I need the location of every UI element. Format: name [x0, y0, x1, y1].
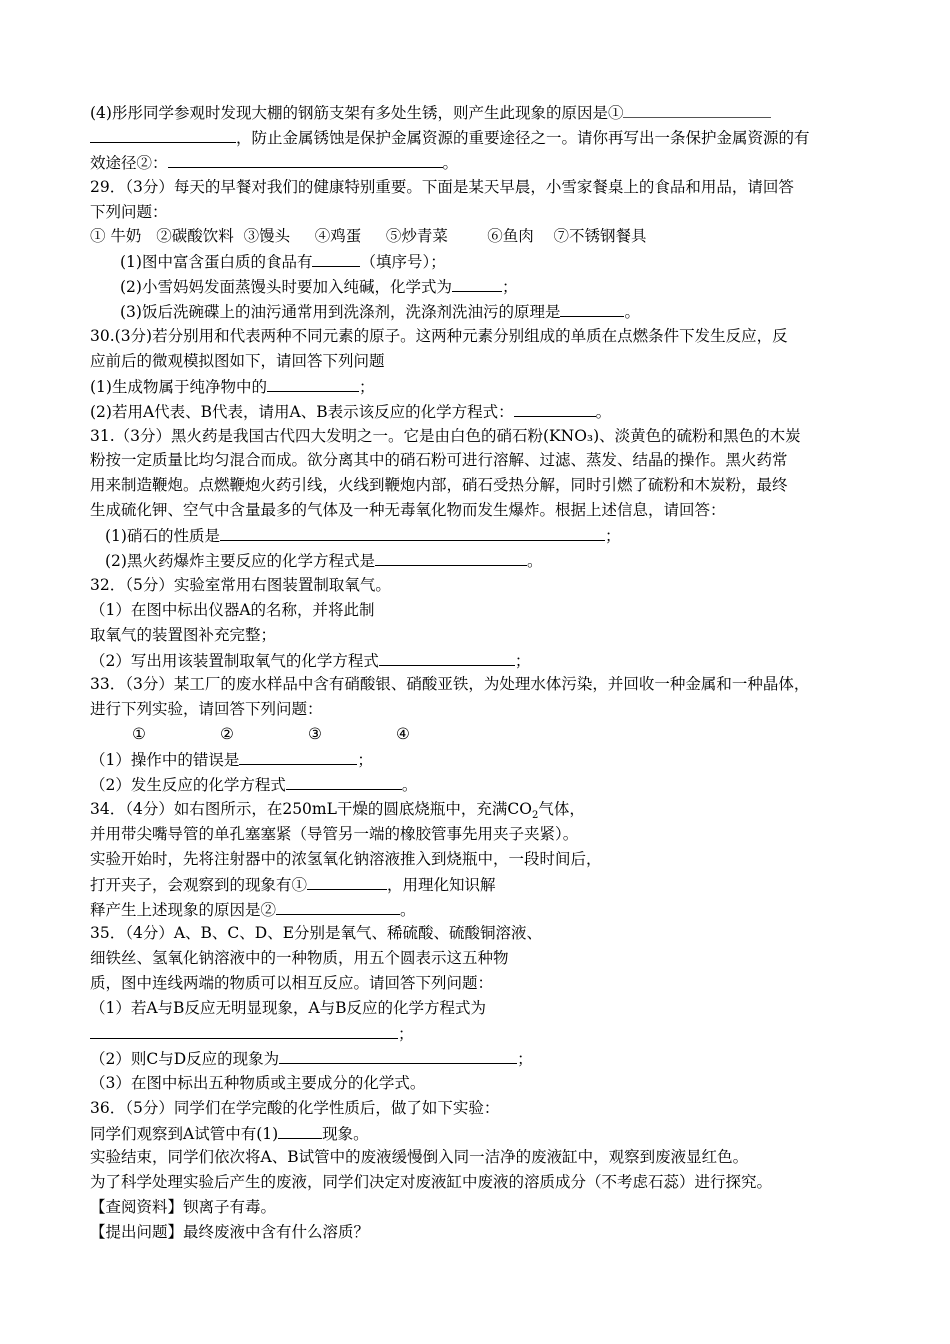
- q29-stem: 29．（3分）每天的早餐对我们的健康特别重要。下面是某天早晨，小雪家餐桌上的食品和用品，请回答: [90, 177, 794, 196]
- q28-part4-line1: [90, 100, 870, 125]
- answer-blank[interactable]: [452, 274, 502, 292]
- text: 。: [401, 776, 418, 795]
- q36-text-2: 为了科学处理实验后产生的废液，同学们决定对废液缸中废液的溶质成分（不考虑石蕊）进行探究。: [90, 1173, 773, 1192]
- text: 。: [442, 153, 459, 172]
- q31-stem-3: 用来制造鞭炮。点燃鞭炮火药引线，火线到鞭炮内部，硝石受热分解，同时引燃了硫粉和木炭粉，最终: [90, 476, 788, 495]
- q30-stem: 30.(3分)若分别用和代表两种不同元素的原子。这两种元素分别组成的单质在点燃条件下发生反应，反: [90, 327, 788, 346]
- text: (1)硝石的性质是: [105, 527, 220, 546]
- q33-stem-2: 进行下列实验，请回答下列问题：: [90, 700, 323, 719]
- answer-blank[interactable]: [279, 1046, 517, 1064]
- q34-part1: [90, 872, 870, 897]
- q29-part2: [90, 274, 870, 299]
- answer-blank[interactable]: [267, 374, 359, 392]
- q36-question: 【提出问题】最终废液中含有什么溶质？: [90, 1223, 370, 1242]
- text: ，防止金属锈蚀是保护金属资源的重要途径之一。请你再写出一条保护金属资源的有: [236, 128, 810, 147]
- text: (2)小雪妈妈发面蒸馒头时要加入纯碱，化学式为: [120, 278, 452, 297]
- q35-stem-1: 35．（4分）A、B、C、D、E分别是氧气、稀硫酸、硫酸铜溶液、: [90, 924, 543, 943]
- q33-stem-1: 33．（3分）某工厂的废水样品中含有硝酸银、硝酸亚铁，为处理水体污染，并回收一种金属和一种晶体，: [90, 675, 810, 694]
- text: (3)饭后洗碗碟上的油污通常用到洗涤剂，洗涤剂洗油污的原理是: [120, 303, 561, 322]
- answer-blank[interactable]: [286, 772, 402, 790]
- text: ；: [517, 1049, 533, 1068]
- text: (1)图中富含蛋白质的食品有: [120, 253, 313, 272]
- answer-blank[interactable]: [623, 100, 771, 118]
- text: 。: [595, 402, 612, 421]
- answer-blank[interactable]: [514, 399, 596, 417]
- text: (2)黑火药爆炸主要反应的化学方程式是: [105, 552, 375, 571]
- text: 打开夹子，会观察到的现象有①: [90, 875, 308, 894]
- answer-blank[interactable]: [90, 1021, 398, 1039]
- q31-part2: [90, 548, 870, 573]
- answer-blank[interactable]: [239, 747, 357, 765]
- q34-stem-1: [90, 797, 870, 822]
- step-label: ④: [396, 725, 410, 744]
- text: ，用理化知识解: [387, 875, 496, 894]
- q34-stem-3: 实验开始时，先将注射器中的浓氢氧化钠溶液推入到烧瓶中，一段时间后，: [90, 849, 602, 868]
- q36-text-1: 实验结束，同学们依次将A、B试管中的废液缓慢倒入同一洁净的废液缸中，观察到废液显红色。: [90, 1148, 749, 1167]
- text: 。: [400, 900, 416, 919]
- q30-part1: [90, 374, 870, 399]
- answer-blank[interactable]: [276, 897, 400, 915]
- q33-part2: [90, 772, 870, 797]
- text: （2）则C与D反应的现象为: [90, 1049, 280, 1068]
- q29-items: ① 牛奶 ②碳酸饮料 ③馒头 ④鸡蛋 ⑤炒青菜 ⑥鱼肉 ⑦不锈钢餐具: [90, 227, 647, 246]
- q29-stem-2: 下列问题：: [90, 202, 168, 221]
- exam-page: [90, 100, 870, 1245]
- text: ；: [501, 278, 518, 297]
- text: (1)生成物属于纯净物中的: [90, 377, 267, 396]
- step-label: ①: [132, 725, 146, 744]
- answer-blank[interactable]: [220, 523, 605, 541]
- q31-stem-2: 粉按一定质量比均匀混合而成。欲分离其中的硝石粉可进行溶解、过滤、蒸发、结晶的操作。黑火药常: [90, 451, 788, 470]
- q34-part2: [90, 897, 870, 922]
- step-label: ③: [308, 725, 322, 744]
- answer-blank[interactable]: [278, 1121, 322, 1139]
- subscript: 2: [531, 810, 539, 822]
- q36-part1: [90, 1121, 870, 1146]
- text: ；: [604, 527, 621, 546]
- q29-part1: [90, 249, 870, 274]
- q35-part1: （1）若A与B反应无明显现象，A与B反应的化学方程式为: [90, 999, 487, 1018]
- text: (2)若用A代表、B代表，请用A、B表示该反应的化学方程式：: [90, 402, 514, 421]
- q32-part1: （1）在图中标出仪器A的名称，并将此制: [90, 600, 375, 619]
- q28-part4-line3: [90, 150, 870, 175]
- text: 效途径②：: [90, 153, 168, 172]
- answer-blank[interactable]: [168, 150, 443, 168]
- q34-stem-2: 并用带尖嘴导管的单孔塞塞紧（导管另一端的橡胶管事先用夹子夹紧）。: [90, 824, 579, 843]
- step-label: ②: [220, 725, 234, 744]
- q31-stem-1: 31.（3分）黑火药是我国古代四大发明之一。它是由白色的硝石粉(KNO₃)、淡黄色的硫粉和黑色的木炭: [90, 426, 801, 445]
- q31-part1: [90, 523, 870, 548]
- q33-part1: [90, 747, 870, 772]
- answer-blank[interactable]: [90, 125, 236, 143]
- q30-part2: [90, 399, 870, 424]
- text: （2）写出用该装置制取氧气的化学方程式: [90, 651, 379, 670]
- text: ；: [358, 377, 375, 396]
- text: 同学们观察到A试管中有(1): [90, 1124, 279, 1143]
- q32-part1-cont: 取氧气的装置图补充完整；: [90, 625, 277, 644]
- text: （填序号）；: [360, 253, 446, 272]
- text: 现象。: [322, 1124, 369, 1143]
- answer-blank[interactable]: [307, 872, 387, 890]
- answer-blank[interactable]: [312, 249, 360, 267]
- q30-stem-2: 应前后的微观模拟图如下，请回答下列问题: [90, 351, 385, 370]
- q35-stem-2: 细铁丝、氢氧化钠溶液中的一种物质，用五个圆表示这五种物: [90, 949, 509, 968]
- q28-part4-line2: [90, 125, 870, 150]
- text: ；: [357, 751, 373, 770]
- text: (4)彤彤同学参观时发现大棚的钢筋支架有多处生锈，则产生此现象的原因是①: [90, 104, 624, 122]
- text: 释产生上述现象的原因是②: [90, 900, 277, 919]
- q35-part3: （3）在图中标出五种物质或主要成分的化学式。: [90, 1073, 426, 1092]
- text: ；: [398, 1024, 414, 1043]
- q36-reference: 【查阅资料】钡离子有毒。: [90, 1198, 277, 1217]
- text: 。: [526, 552, 543, 571]
- text: 。: [624, 303, 640, 322]
- q32-part2: [90, 648, 870, 673]
- text: 34．（4分）如右图所示，在250mL干燥的圆底烧瓶中，充满CO: [90, 799, 532, 818]
- text: ；: [514, 651, 531, 670]
- q32-stem: 32．（5分）实验室常用右图装置制取氧气。: [90, 575, 391, 594]
- answer-blank[interactable]: [560, 299, 624, 317]
- q35-stem-3: 质，图中连线两端的物质可以相互反应。请回答下列问题：: [90, 974, 494, 993]
- text: 气体，: [538, 799, 585, 818]
- q33-step-labels: [90, 722, 870, 747]
- q31-stem-4: 生成硫化钾、空气中含量最多的气体及一种无毒氧化物而发生爆炸。根据上述信息，请回答：: [90, 501, 726, 520]
- q29-part3: [90, 299, 870, 324]
- answer-blank[interactable]: [375, 548, 527, 566]
- answer-blank[interactable]: [379, 648, 515, 666]
- text: （2）发生反应的化学方程式: [90, 776, 286, 795]
- q35-part2: [90, 1046, 870, 1071]
- q35-part1-answer: [90, 1021, 870, 1046]
- q36-stem: 36．（5分）同学们在学完酸的化学性质后，做了如下实验：: [90, 1098, 500, 1117]
- text: （1）操作中的错误是: [90, 751, 240, 770]
